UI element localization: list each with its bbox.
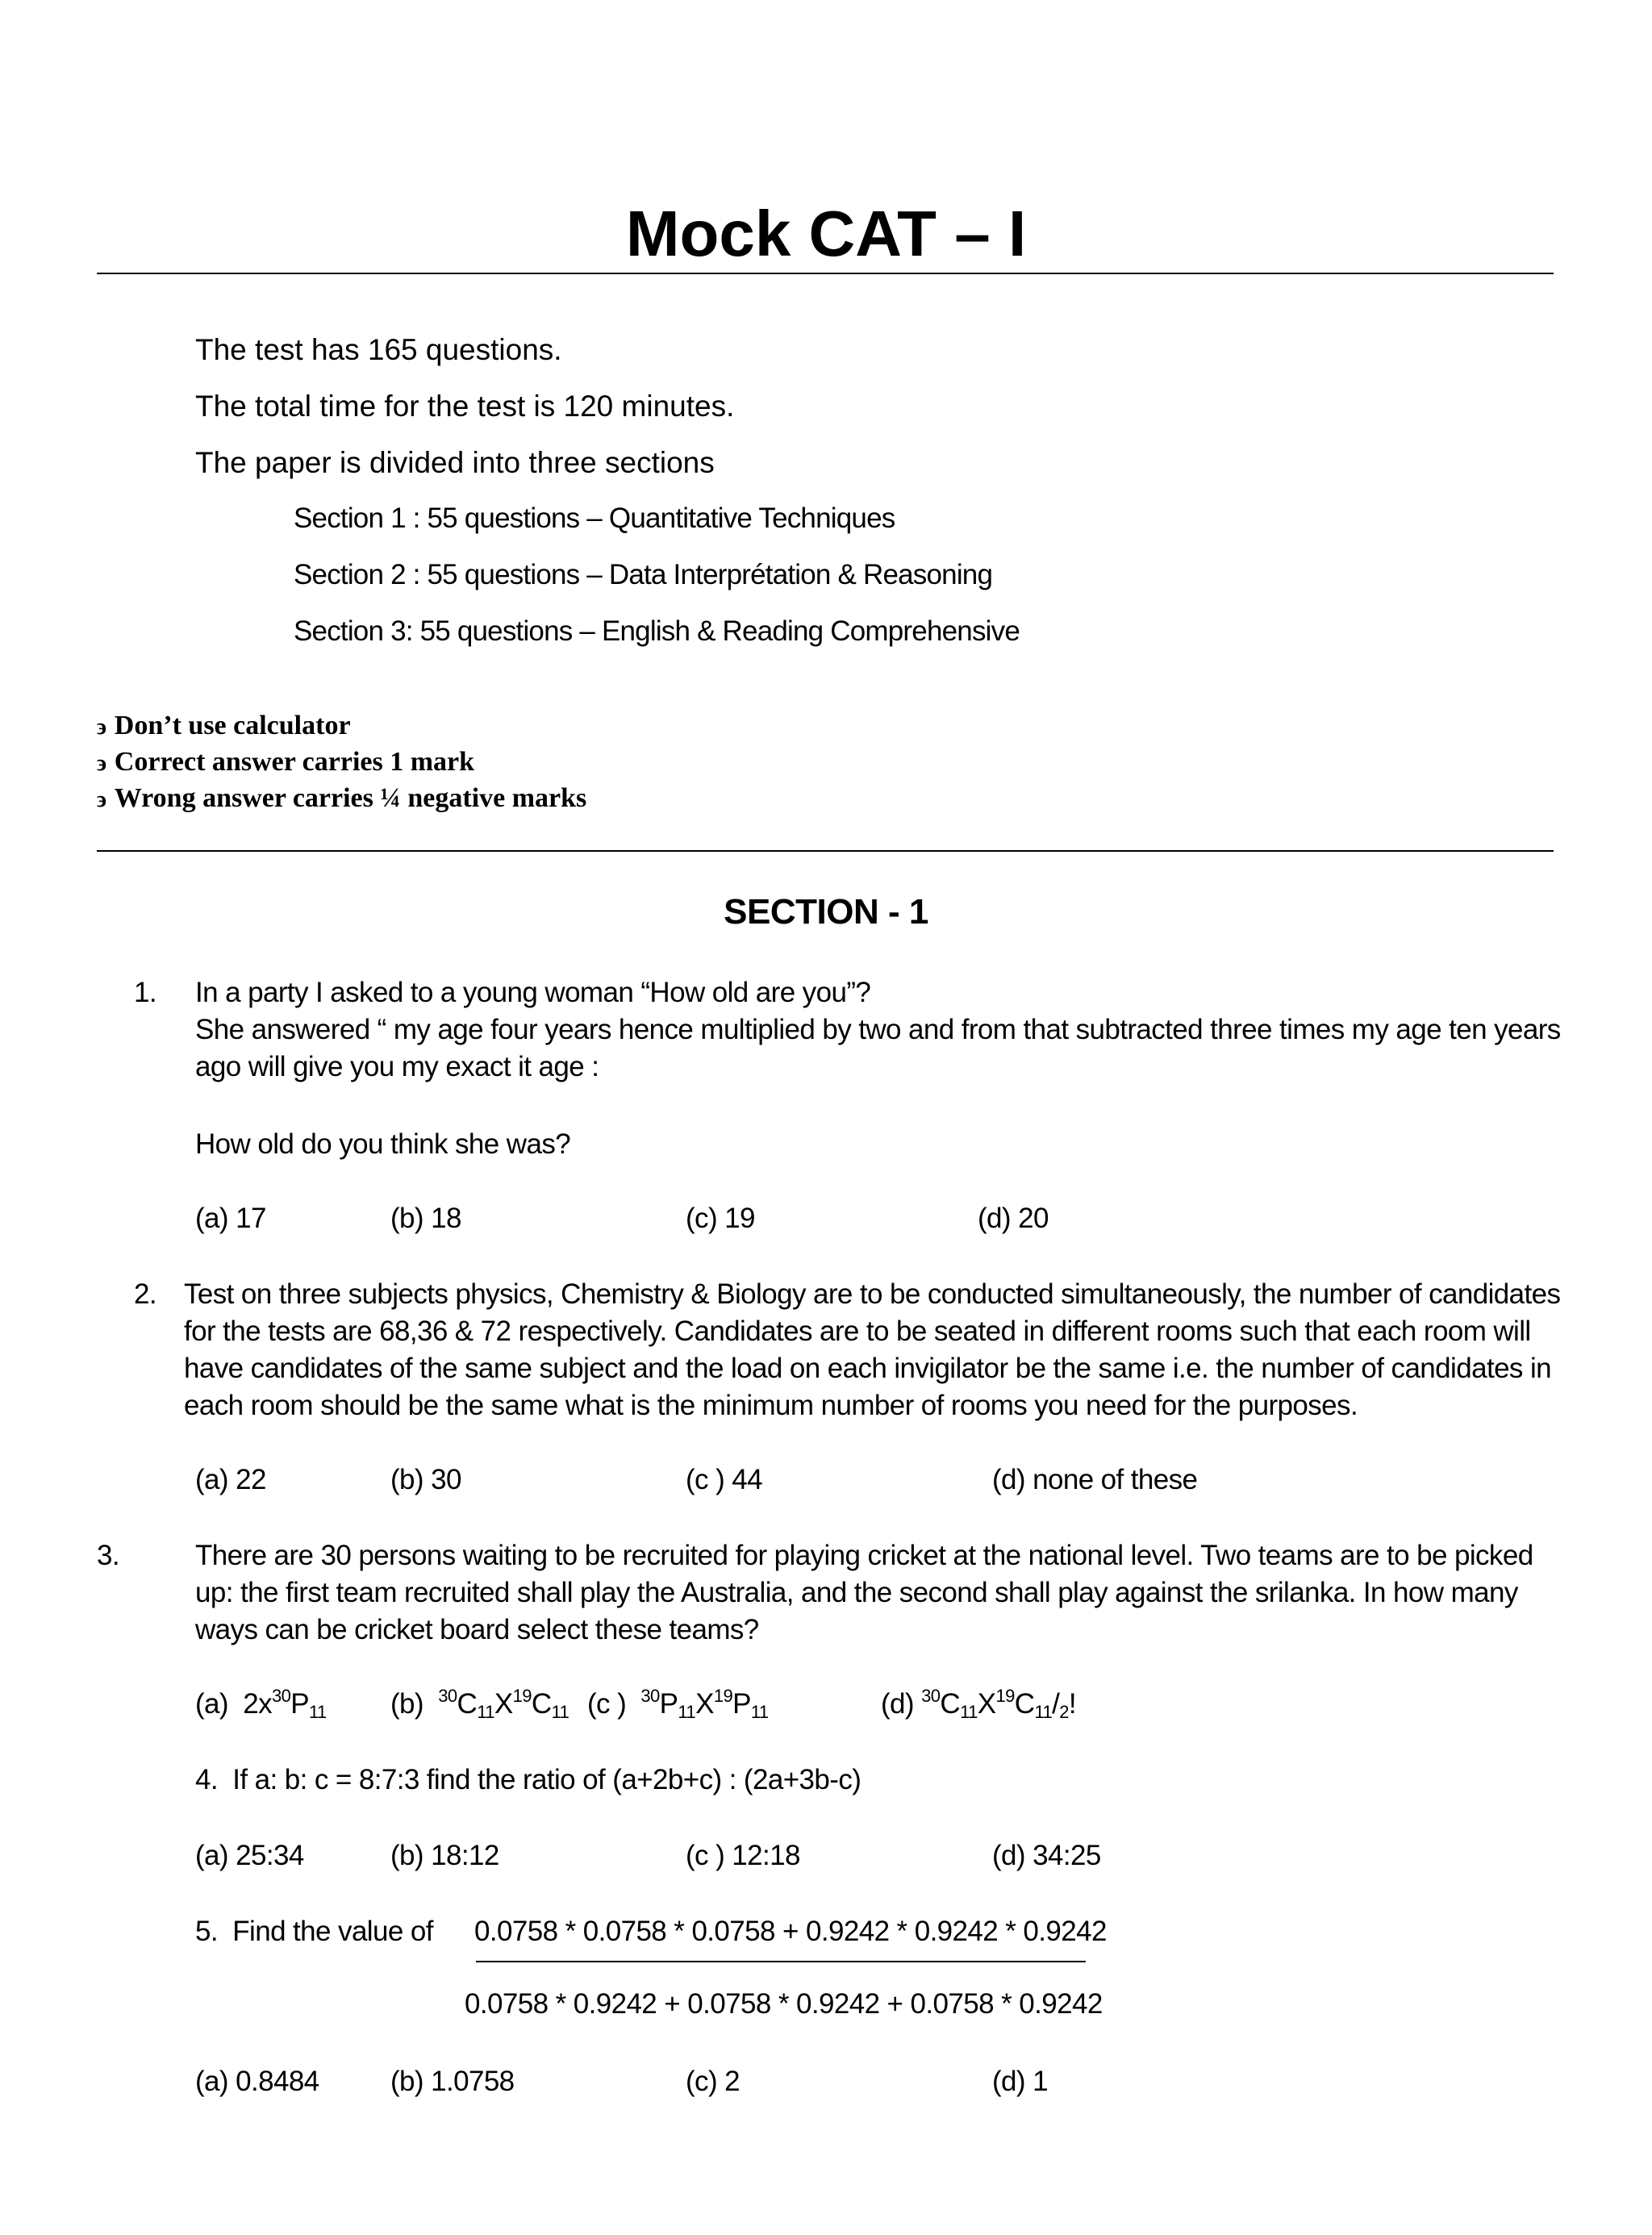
question-4 xyxy=(195,1762,861,1799)
question-1-option-d: (d) 20 xyxy=(978,1203,1049,1234)
question-5-denominator: 0.0758 * 0.9242 + 0.0758 * 0.9242 + 0.0758 * 0.9242 xyxy=(465,1988,1103,2020)
question-2-option-d: (d) none of these xyxy=(992,1464,1198,1495)
bullet-icon: ϶ xyxy=(97,751,106,776)
section-list-item-2: Section 2 : 55 questions – Data Interprétation & Reasoning xyxy=(294,559,993,590)
question-2-line-3: have candidates of the same subject and the load on each invigilator be the same i.e. the number of candidates in xyxy=(184,1353,1552,1384)
question-5-numerator: 0.0758 * 0.0758 * 0.0758 + 0.9242 * 0.9242 * 0.9242 xyxy=(474,1916,1107,1947)
question-5-option-c: (c) 2 xyxy=(686,2066,740,2097)
question-5-option-d: (d) 1 xyxy=(992,2066,1048,2097)
question-5 xyxy=(195,1913,433,1950)
question-3-line-2: up: the first team recruited shall play the Australia, and the second shall play against the srilanka. In how many xyxy=(195,1577,1518,1608)
question-2-option-a: (a) 22 xyxy=(195,1464,266,1495)
section-list-item-3: Section 3: 55 questions – English & Reading Comprehensive xyxy=(294,615,1020,647)
question-2-option-c: (c ) 44 xyxy=(686,1464,762,1495)
intro-line-2: The total time for the test is 120 minutes. xyxy=(195,390,735,423)
page-title: Mock CAT – I xyxy=(625,198,1027,269)
bullet-icon: ϶ xyxy=(97,787,106,812)
question-4-option-a: (a) 25:34 xyxy=(195,1840,304,1871)
question-3-option-b: (b) $^{30}C_{11}X^{19}C_{11}$ xyxy=(390,1686,569,1722)
rule-item-1: ϶ Don’t use calculator xyxy=(97,711,351,740)
question-3-number: 3. xyxy=(97,1540,119,1571)
question-1-option-b: (b) 18 xyxy=(390,1203,461,1234)
rule-item-2: ϶ Correct answer carries 1 mark xyxy=(97,747,475,777)
question-3-option-a: (a) $2x^{30}P_{11}$ xyxy=(195,1686,327,1722)
intro-line-1: The test has 165 questions. xyxy=(195,333,562,366)
intro-line-3: The paper is divided into three sections xyxy=(195,446,715,479)
fraction-bar xyxy=(476,1961,1086,1962)
question-2-line-1: Test on three subjects physics, Chemistry & Biology are to be conducted simultaneously, the number of candidates xyxy=(184,1278,1561,1310)
question-1-line-2: She answered “ my age four years hence multiplied by two and from that subtracted three times my age ten years xyxy=(195,1014,1561,1045)
question-3-line-3: ways can be cricket board select these teams? xyxy=(195,1614,759,1645)
section-list-item-1: Section 1 : 55 questions – Quantitative Techniques xyxy=(294,502,895,534)
question-4-option-d: (d) 34:25 xyxy=(992,1840,1101,1871)
question-1-option-c: (c) 19 xyxy=(686,1203,755,1234)
question-4-number: 4. xyxy=(195,1764,218,1795)
question-2-number: 2. xyxy=(134,1278,156,1310)
question-1-number: 1. xyxy=(134,977,156,1008)
question-4-option-c: (c ) 12:18 xyxy=(686,1840,800,1871)
question-3-option-d: (d) $^{30}C_{11}X^{19}C_{11}/_2$! xyxy=(881,1686,1076,1722)
question-2-line-2: for the tests are 68,36 & 72 respectively. Candidates are to be seated in different rooms such that each room will xyxy=(184,1316,1531,1347)
rule-item-3: ϶ Wrong answer carries ¼ negative marks xyxy=(97,783,587,813)
question-1-prompt: How old do you think she was? xyxy=(195,1128,571,1160)
question-2-option-b: (b) 30 xyxy=(390,1464,461,1495)
question-5-text: Find the value of xyxy=(232,1916,433,1947)
question-3-line-1: There are 30 persons waiting to be recruited for playing cricket at the national level. Two teams are to be picked xyxy=(195,1540,1533,1571)
question-1-line-1: In a party I asked to a young woman “How old are you”? xyxy=(195,977,871,1008)
question-4-option-b: (b) 18:12 xyxy=(390,1840,499,1871)
section-rule xyxy=(97,850,1554,852)
question-2-line-4: each room should be the same what is the minimum number of rooms you need for the purposes. xyxy=(184,1390,1358,1421)
question-5-option-b: (b) 1.0758 xyxy=(390,2066,515,2097)
section-heading: SECTION - 1 xyxy=(724,892,928,932)
question-5-option-a: (a) 0.8484 xyxy=(195,2066,319,2097)
question-4-text: If a: b: c = 8:7:3 find the ratio of (a+2b+c) : (2a+3b-c) xyxy=(232,1764,861,1795)
title-rule xyxy=(97,273,1554,274)
question-1-option-a: (a) 17 xyxy=(195,1203,266,1234)
question-5-number: 5. xyxy=(195,1916,218,1947)
question-3-option-c: (c ) $^{30}P_{11}X^{19}P_{11}$ xyxy=(587,1686,769,1722)
question-1-line-3: ago will give you my exact it age : xyxy=(195,1051,599,1082)
bullet-icon: ϶ xyxy=(97,715,106,740)
